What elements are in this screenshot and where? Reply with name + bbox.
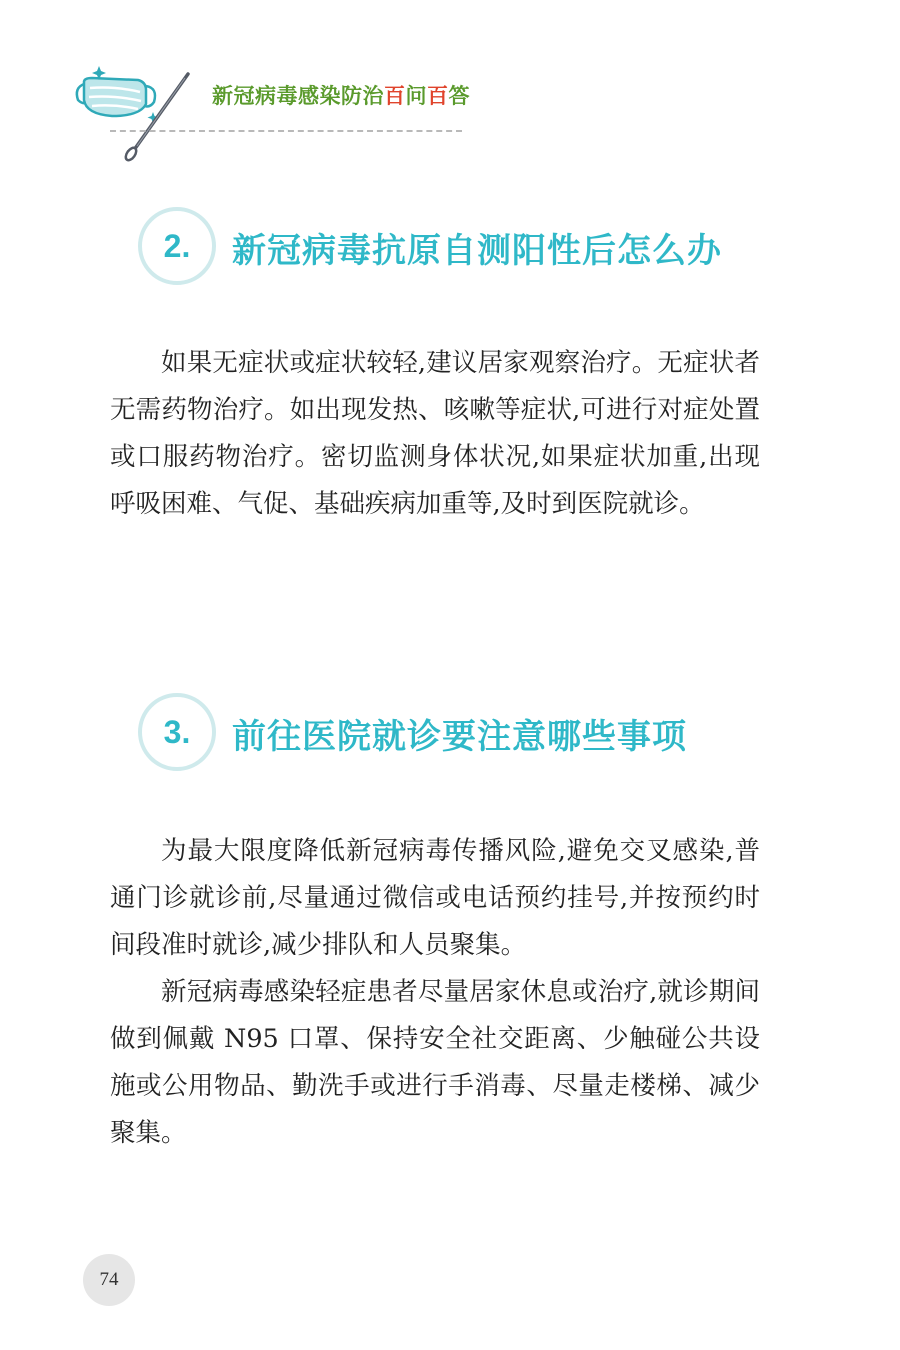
body-paragraph: 新冠病毒感染轻症患者尽量居家休息或治疗,就诊期间做到佩戴 N95 口罩、保持安全社交距离、少触碰公共设施或公用物品、勤洗手或进行手消毒、尽量走楼梯、减少聚集。	[110, 977, 760, 1148]
book-title-part: 问	[405, 84, 427, 108]
section-number: 2.	[163, 227, 191, 264]
mask-icon	[77, 78, 155, 116]
header-divider	[110, 130, 462, 132]
section-number-badge	[138, 693, 216, 771]
page-header	[0, 0, 900, 170]
body-paragraph: 为最大限度降低新冠病毒传播风险,避免交叉感染,普通门诊就诊前,尽量通过微信或电话预约挂号,并按预约时间段准时就诊,减少排队和人员聚集。	[110, 836, 760, 960]
section-title: 前往医院就诊要注意哪些事项	[232, 717, 687, 757]
page-number: 74	[99, 1269, 119, 1290]
page-number-badge	[83, 1254, 135, 1306]
body-paragraph: 如果无症状或症状较轻,建议居家观察治疗。无症状者无需药物治疗。如出现发热、咳嗽等症状,可进行对症处置或口服药物治疗。密切监测身体状况,如果症状加重,出现呼吸困难、气促、基础疾病加重等,及时到医院就诊。	[110, 348, 760, 519]
book-title-part: 百	[427, 84, 449, 108]
section-heading-3	[0, 693, 900, 783]
header-illustration	[0, 0, 200, 170]
section-title: 新冠病毒抗原自测阳性后怎么办	[232, 231, 722, 271]
section-number: 3.	[163, 713, 191, 750]
section-number-badge	[138, 207, 216, 285]
section-heading-2	[0, 207, 900, 297]
book-title-part: 答	[448, 84, 470, 108]
book-title	[212, 80, 470, 110]
book-title-part: 百	[384, 84, 406, 108]
book-title-part: 新冠病毒感染防治	[212, 84, 384, 108]
